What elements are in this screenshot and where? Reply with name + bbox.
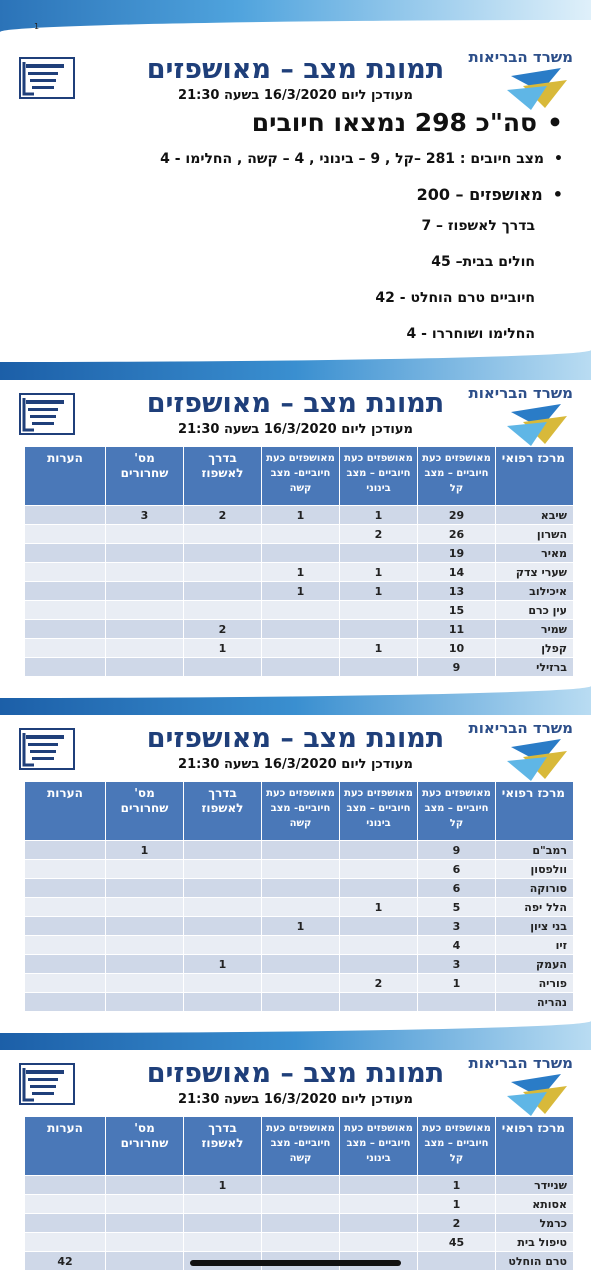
bottom-band (0, 350, 591, 380)
table-cell (262, 898, 340, 917)
table-cell (25, 639, 106, 658)
column-header: מאושפזים כעת חיוביים – מצב קל (418, 447, 496, 506)
table-cell (184, 1195, 262, 1214)
table-cell: 1 (418, 1176, 496, 1195)
table-cell (262, 936, 340, 955)
table-row (25, 879, 574, 898)
column-header: מס' שחרורים (106, 782, 184, 841)
table-cell (25, 1233, 106, 1252)
table-cell (106, 1252, 184, 1271)
table-cell (106, 582, 184, 601)
table-cell (106, 993, 184, 1012)
table-row (25, 1214, 574, 1233)
table-cell (340, 993, 418, 1012)
slide-title: תמונת מצב – מאושפזים (146, 388, 445, 419)
table-cell: 1 (340, 898, 418, 917)
table-cell (106, 544, 184, 563)
table-cell (184, 974, 262, 993)
hospital-name-cell: קפלן (496, 639, 574, 658)
table-cell (106, 563, 184, 582)
table-row (25, 936, 574, 955)
column-header: מאושפזים כעת חיוביים- מצב קשה (262, 1117, 340, 1176)
table-row (25, 1233, 574, 1252)
table-cell (25, 582, 106, 601)
hospital-name-cell: שמיר (496, 620, 574, 639)
table-cell: 1 (184, 955, 262, 974)
table-cell (184, 1233, 262, 1252)
hospital-name-cell: סורוקה (496, 879, 574, 898)
table-cell: 2 (184, 506, 262, 525)
ministry-name: משרד הבריאות (468, 719, 573, 737)
sub-item: בדרך לאשפוז – 7 (421, 218, 535, 234)
hospital-name-cell: טיפול בית (496, 1233, 574, 1252)
table-cell (184, 898, 262, 917)
slide-summary (0, 0, 591, 380)
table-cell: 14 (418, 563, 496, 582)
table-cell (340, 544, 418, 563)
table-cell: 2 (340, 525, 418, 544)
slide-table-3 (0, 1050, 591, 1280)
table-cell (25, 879, 106, 898)
hospital-name-cell: עין כרם (496, 601, 574, 620)
table-cell (25, 525, 106, 544)
table-cell (262, 974, 340, 993)
hospital-name-cell: השרון (496, 525, 574, 544)
table-cell (262, 955, 340, 974)
column-header: מאושפזים כעת חיוביים- מצב קשה (262, 782, 340, 841)
column-header: מאושפזים כעת חיוביים – מצב קל (418, 1117, 496, 1176)
hospital-name-cell: שערי צדק (496, 563, 574, 582)
table-cell (106, 860, 184, 879)
table-cell: 9 (418, 658, 496, 677)
hospital-name-cell: נהריה (496, 993, 574, 1012)
table-cell (262, 1233, 340, 1252)
table-cell (106, 620, 184, 639)
table-cell (106, 1195, 184, 1214)
slide-subtitle: מעודכן ליום 16/3/2020 בשעה 21:30 (178, 88, 413, 103)
table-cell (184, 860, 262, 879)
table-cell (262, 1195, 340, 1214)
table-cell (25, 955, 106, 974)
table-row (25, 955, 574, 974)
table-cell: 1 (262, 563, 340, 582)
bottom-band (0, 1021, 591, 1050)
slide-title: תמונת מצב – מאושפזים (146, 54, 445, 85)
slide-subtitle: מעודכן ליום 16/3/2020 בשעה 21:30 (178, 757, 413, 772)
ministry-name: משרד הבריאות (468, 1054, 573, 1072)
table-cell (25, 601, 106, 620)
table-cell (262, 620, 340, 639)
table-row (25, 860, 574, 879)
column-header: בדרך לאשפוז (184, 782, 262, 841)
table-cell (262, 658, 340, 677)
table-cell (184, 879, 262, 898)
hospitalized-bullet: •מאושפזים – 200 (416, 185, 563, 204)
table-cell (25, 860, 106, 879)
table-cell (25, 974, 106, 993)
table-row (25, 506, 574, 525)
table-cell: 1 (184, 1176, 262, 1195)
column-header: הערות (25, 447, 106, 506)
table-cell (262, 525, 340, 544)
table-cell (25, 993, 106, 1012)
table-cell (184, 582, 262, 601)
column-header: מרכז רפואי (496, 782, 574, 841)
column-header: מאושפזים כעת חיוביים- מצב קשה (262, 447, 340, 506)
table-cell (184, 841, 262, 860)
table-row (25, 993, 574, 1012)
table-cell (25, 563, 106, 582)
table-cell (184, 1214, 262, 1233)
table-cell (106, 1214, 184, 1233)
sub-item: חיוביים טרם הוחלט - 42 (375, 290, 535, 306)
table-cell (106, 974, 184, 993)
table-cell: 1 (340, 582, 418, 601)
column-header: מאושפזים כעת חיוביים – מצב בינוני (340, 447, 418, 506)
headline-bullet: •סה"כ 298 נמצאו חיובים (251, 108, 563, 137)
table-cell: 1 (340, 563, 418, 582)
table-cell (262, 1176, 340, 1195)
table-cell (262, 860, 340, 879)
hospital-name-cell: העמק (496, 955, 574, 974)
table-cell: 6 (418, 879, 496, 898)
table-cell (262, 879, 340, 898)
column-header: מס' שחרורים (106, 447, 184, 506)
table-cell: 3 (418, 917, 496, 936)
hospital-name-cell: אסותא (496, 1195, 574, 1214)
hospital-name-cell: שניידר (496, 1176, 574, 1195)
status-bullet: •מצב חיובים : 281 –קל , 9 – בינוני , 4 – קשה , החלימו - 4 (160, 151, 563, 167)
table-cell (106, 898, 184, 917)
table-cell (25, 1214, 106, 1233)
slide-table-2 (0, 715, 591, 1050)
table-cell (262, 639, 340, 658)
table-cell (262, 601, 340, 620)
table-cell: 3 (418, 955, 496, 974)
column-header: הערות (25, 1117, 106, 1176)
hospital-name-cell: הלל יפה (496, 898, 574, 917)
column-header: מס' שחרורים (106, 1117, 184, 1176)
table-cell (418, 993, 496, 1012)
table-cell (106, 525, 184, 544)
ministry-name: משרד הבריאות (468, 48, 573, 66)
column-header: מרכז רפואי (496, 447, 574, 506)
sub-item: החלימו ושוחררו - 4 (406, 326, 535, 342)
table-cell: 11 (418, 620, 496, 639)
column-header: מאושפזים כעת חיוביים – מצב קל (418, 782, 496, 841)
hospitals-table (24, 446, 574, 677)
slide-table-1 (0, 380, 591, 715)
table-row (25, 563, 574, 582)
hospital-name-cell: פוריה (496, 974, 574, 993)
column-header: מאושפזים כעת חיוביים – מצב בינוני (340, 782, 418, 841)
table-cell (25, 506, 106, 525)
column-header: מאושפזים כעת חיוביים – מצב בינוני (340, 1117, 418, 1176)
table-cell (25, 658, 106, 677)
hospital-name-cell: טרם הוחלט (496, 1252, 574, 1271)
table-cell (340, 1233, 418, 1252)
table-cell: 2 (340, 974, 418, 993)
table-cell (340, 1214, 418, 1233)
table-cell (25, 544, 106, 563)
table-cell (106, 658, 184, 677)
table-row (25, 601, 574, 620)
table-row (25, 620, 574, 639)
table-cell (106, 601, 184, 620)
table-cell (340, 1195, 418, 1214)
table-cell (25, 620, 106, 639)
hospital-name-cell: מאיר (496, 544, 574, 563)
table-row (25, 1176, 574, 1195)
page-number: 1 (34, 22, 40, 31)
hospital-name-cell: ברזילי (496, 658, 574, 677)
table-cell (340, 860, 418, 879)
table-cell: 4 (418, 936, 496, 955)
table-cell: 26 (418, 525, 496, 544)
column-header: בדרך לאשפוז (184, 1117, 262, 1176)
table-cell (25, 841, 106, 860)
table-cell: 1 (262, 506, 340, 525)
table-cell: 1 (418, 974, 496, 993)
table-cell: 1 (340, 506, 418, 525)
hospital-name-cell: שיבא (496, 506, 574, 525)
table-cell: 2 (418, 1214, 496, 1233)
hospital-name-cell: בני ציון (496, 917, 574, 936)
hospitals-table (24, 781, 574, 1012)
table-cell (184, 658, 262, 677)
table-cell: 15 (418, 601, 496, 620)
table-cell (340, 658, 418, 677)
table-cell (184, 917, 262, 936)
hospital-name-cell: איכילוב (496, 582, 574, 601)
slide-title: תמונת מצב – מאושפזים (146, 1058, 445, 1089)
table-cell: 13 (418, 582, 496, 601)
hospitals-table (24, 1116, 574, 1271)
table-cell (184, 563, 262, 582)
table-row (25, 898, 574, 917)
table-cell: 1 (106, 841, 184, 860)
bottom-band (0, 686, 591, 715)
table-cell: 5 (418, 898, 496, 917)
table-cell (25, 917, 106, 936)
table-cell (262, 1214, 340, 1233)
table-cell: 29 (418, 506, 496, 525)
ministry-name: משרד הבריאות (468, 384, 573, 402)
slide-title: תמונת מצב – מאושפזים (146, 723, 445, 754)
table-row (25, 582, 574, 601)
hospital-name-cell: רמב"ם (496, 841, 574, 860)
column-header: מרכז רפואי (496, 1117, 574, 1176)
table-cell: 19 (418, 544, 496, 563)
table-cell (106, 1233, 184, 1252)
table-cell (184, 601, 262, 620)
table-cell (25, 1195, 106, 1214)
table-cell: 9 (418, 841, 496, 860)
table-row (25, 841, 574, 860)
table-cell: 1 (262, 582, 340, 601)
table-cell (340, 917, 418, 936)
table-cell: 6 (418, 860, 496, 879)
table-cell: 1 (340, 639, 418, 658)
hospital-name-cell: וולפסון (496, 860, 574, 879)
hospital-name-cell: זיו (496, 936, 574, 955)
table-cell (184, 936, 262, 955)
table-row (25, 639, 574, 658)
table-cell (106, 879, 184, 898)
table-row (25, 1195, 574, 1214)
table-cell: 3 (106, 506, 184, 525)
table-row (25, 917, 574, 936)
table-cell (262, 841, 340, 860)
table-cell (340, 936, 418, 955)
table-cell (340, 879, 418, 898)
table-cell (106, 917, 184, 936)
table-cell (25, 936, 106, 955)
table-cell (106, 936, 184, 955)
table-cell (184, 544, 262, 563)
table-cell (340, 955, 418, 974)
table-row (25, 544, 574, 563)
table-row (25, 658, 574, 677)
column-header: הערות (25, 782, 106, 841)
table-cell (418, 1252, 496, 1271)
table-cell: 1 (184, 639, 262, 658)
table-cell (25, 1176, 106, 1195)
table-cell (340, 601, 418, 620)
sub-item: חולים בבית– 45 (431, 254, 535, 270)
table-row (25, 974, 574, 993)
slide-subtitle: מעודכן ליום 16/3/2020 בשעה 21:30 (178, 1092, 413, 1107)
home-indicator[interactable] (190, 1260, 401, 1266)
hospital-name-cell: כרמל (496, 1214, 574, 1233)
table-cell (340, 620, 418, 639)
table-cell: 1 (262, 917, 340, 936)
table-cell: 42 (25, 1252, 106, 1271)
table-cell (106, 955, 184, 974)
table-cell (106, 639, 184, 658)
table-row (25, 525, 574, 544)
table-cell: 45 (418, 1233, 496, 1252)
table-cell (106, 1176, 184, 1195)
table-cell (340, 841, 418, 860)
table-cell (184, 525, 262, 544)
table-cell (340, 1176, 418, 1195)
summary-bullets (110, 108, 563, 362)
table-cell (184, 993, 262, 1012)
table-cell (262, 993, 340, 1012)
table-cell: 10 (418, 639, 496, 658)
table-cell (25, 898, 106, 917)
table-cell: 2 (184, 620, 262, 639)
slide-subtitle: מעודכן ליום 16/3/2020 בשעה 21:30 (178, 422, 413, 437)
column-header: בדרך לאשפוז (184, 447, 262, 506)
table-cell (262, 544, 340, 563)
top-band (0, 0, 591, 32)
table-cell: 1 (418, 1195, 496, 1214)
